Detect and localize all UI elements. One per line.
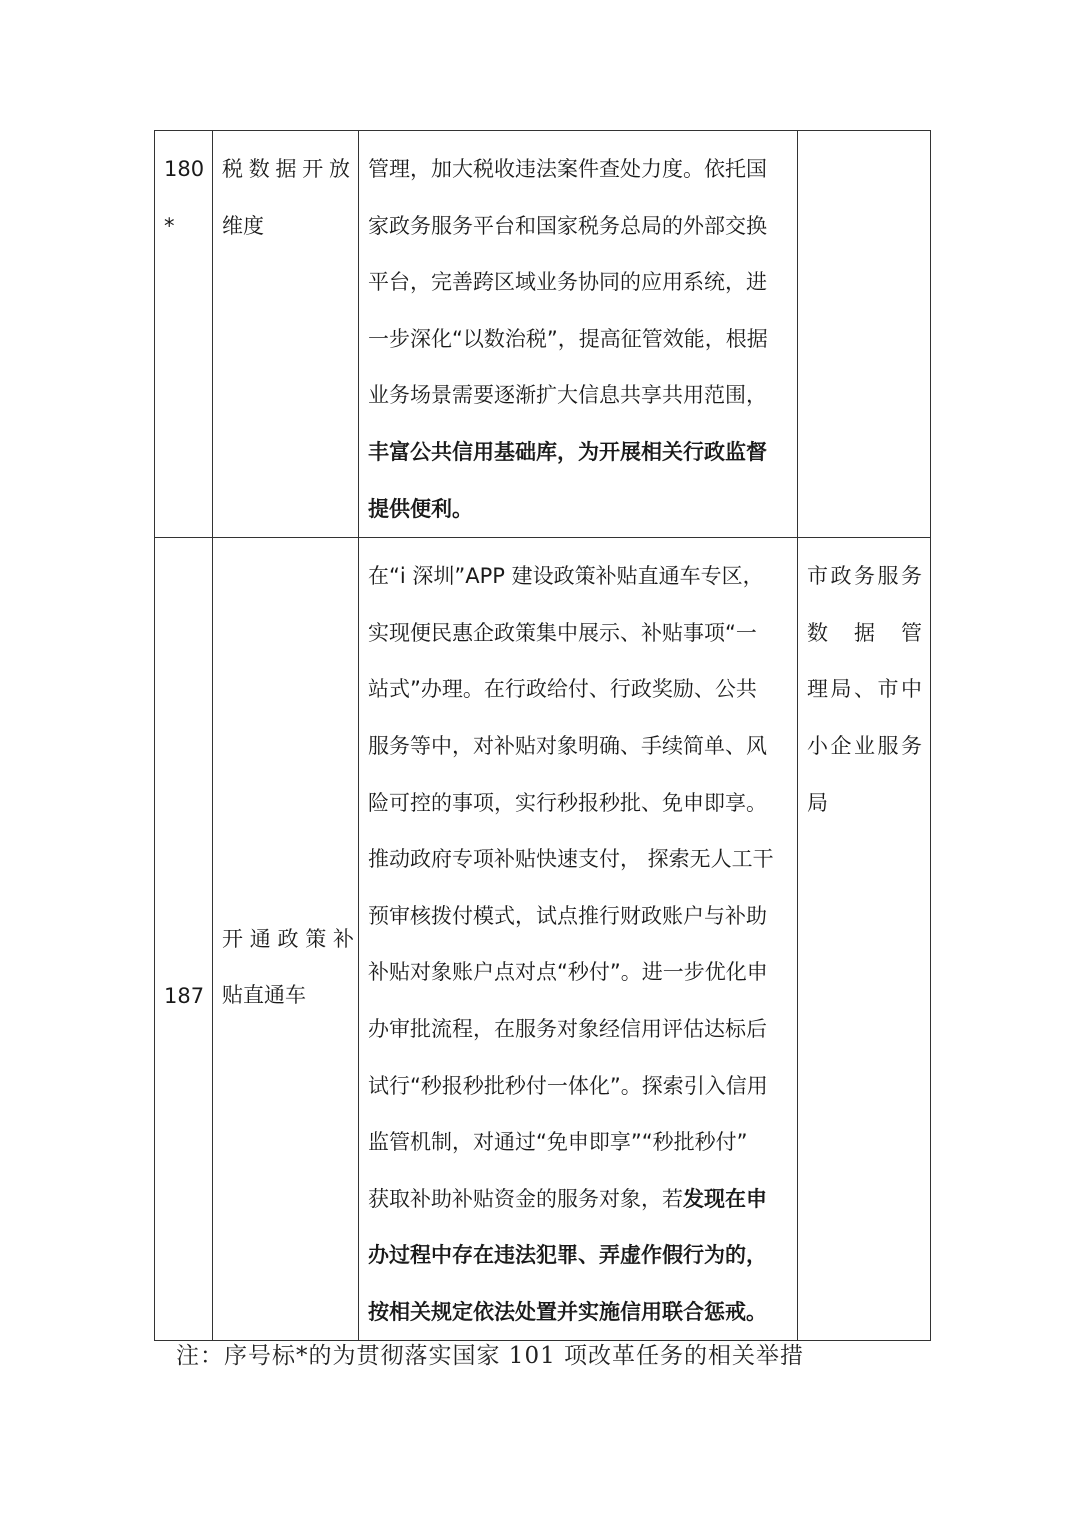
table-row — [155, 538, 931, 1341]
task-content-text: 补贴对象账户点对点“秒付”。进一步优化申 — [368, 960, 768, 985]
task-content-cell — [359, 131, 798, 538]
task-content-line — [368, 548, 789, 605]
task-content-text: 办过程中存在违法犯罪、弄虚作假行为的， — [368, 1243, 767, 1268]
row-number-mark: * — [164, 213, 175, 238]
row-number: 180 — [164, 157, 205, 181]
task-content-line — [368, 1227, 789, 1284]
task-content-text: 家政务服务平台和国家税务总局的外部交换 — [368, 213, 767, 238]
department-line: 数 据 管 — [807, 620, 922, 645]
table-row — [155, 131, 931, 538]
task-content-line — [368, 718, 789, 775]
task-content-text: 预审核拨付模式，试点推行财政账户与补助 — [368, 903, 767, 928]
task-content-line — [368, 775, 789, 832]
task-content-line — [368, 1171, 789, 1228]
policy-table — [154, 130, 931, 1341]
task-content-bold-text: 发现在申 — [683, 1186, 767, 1211]
task-content-text: 服务等中，对补贴对象明确、手续简单、风 — [368, 733, 767, 758]
task-content-line — [368, 1058, 789, 1115]
department-cell — [798, 538, 931, 1341]
task-name-line: 开通政策补 — [222, 926, 354, 951]
task-content-text: 一步深化“以数治税”，提高征管效能，根据 — [368, 326, 768, 351]
task-name-line: 税数据开放 — [222, 157, 350, 181]
task-content-text: 办审批流程，在服务对象经信用评估达标后 — [368, 1016, 767, 1041]
task-content-text: 按相关规定依法处置并实施信用联合惩戒。 — [368, 1299, 767, 1324]
task-content-line — [368, 831, 789, 888]
task-content-line — [368, 481, 789, 538]
task-content-text: 监管机制，对通过“免申即享”“秒批秒付” — [368, 1130, 748, 1155]
task-content-text: 站式”办理。在行政给付、行政奖励、公共 — [368, 677, 757, 702]
task-content-line — [368, 1284, 789, 1341]
department-line: 理局、市中 — [807, 677, 922, 702]
footnote: 注：序号标*的为贯彻落实国家 101 项改革任务的相关举措 — [176, 1343, 805, 1369]
task-content-text: 丰富公共信用基础库，为开展相关行政监督 — [368, 439, 767, 464]
task-content-text: 试行“秒报秒批秒付一体化”。探索引入信用 — [368, 1073, 768, 1098]
row-number-cell — [155, 131, 213, 538]
task-content-text: 在“i 深圳”APP 建设政策补贴直通车专区， — [368, 564, 764, 589]
task-content-text: 险可控的事项，实行秒报秒批、免申即享。 — [368, 790, 767, 815]
task-content-text: 业务场景需要逐渐扩大信息共享共用范围， — [368, 383, 767, 408]
task-content-line — [368, 888, 789, 945]
row-number-cell — [155, 538, 213, 1341]
task-content-text: 提供便利。 — [368, 496, 473, 521]
task-content-cell — [359, 538, 798, 1341]
task-content-text: 平台，完善跨区域业务协同的应用系统，进 — [368, 270, 767, 295]
task-content-line — [368, 1001, 789, 1058]
task-content-text: 推动政府专项补贴快速支付， 探索无人工干 — [368, 847, 774, 872]
task-content-line — [368, 141, 789, 198]
task-name-line: 贴直通车 — [222, 983, 306, 1008]
task-content-line — [368, 605, 789, 662]
task-name-cell — [213, 538, 359, 1341]
department-line: 小企业服务 — [807, 733, 922, 758]
department-line: 局 — [807, 790, 828, 815]
task-content-line — [368, 1114, 789, 1171]
row-number: 187 — [164, 983, 205, 1008]
task-name-line: 维度 — [222, 213, 264, 238]
task-content-text: 获取补助补贴资金的服务对象，若 — [368, 1186, 683, 1211]
task-content-line — [368, 311, 789, 368]
task-content-text: 管理，加大税收违法案件查处力度。依托国 — [368, 157, 767, 181]
task-content-line — [368, 944, 789, 1001]
task-content-line — [368, 661, 789, 718]
task-content-line — [368, 254, 789, 311]
task-content-line — [368, 424, 789, 481]
task-content-line — [368, 198, 789, 255]
department-line: 市政务服务 — [807, 564, 922, 589]
department-cell — [798, 131, 931, 538]
task-content-text: 实现便民惠企政策集中展示、补贴事项“一 — [368, 620, 757, 645]
task-name-cell — [213, 131, 359, 538]
task-content-line — [368, 367, 789, 424]
